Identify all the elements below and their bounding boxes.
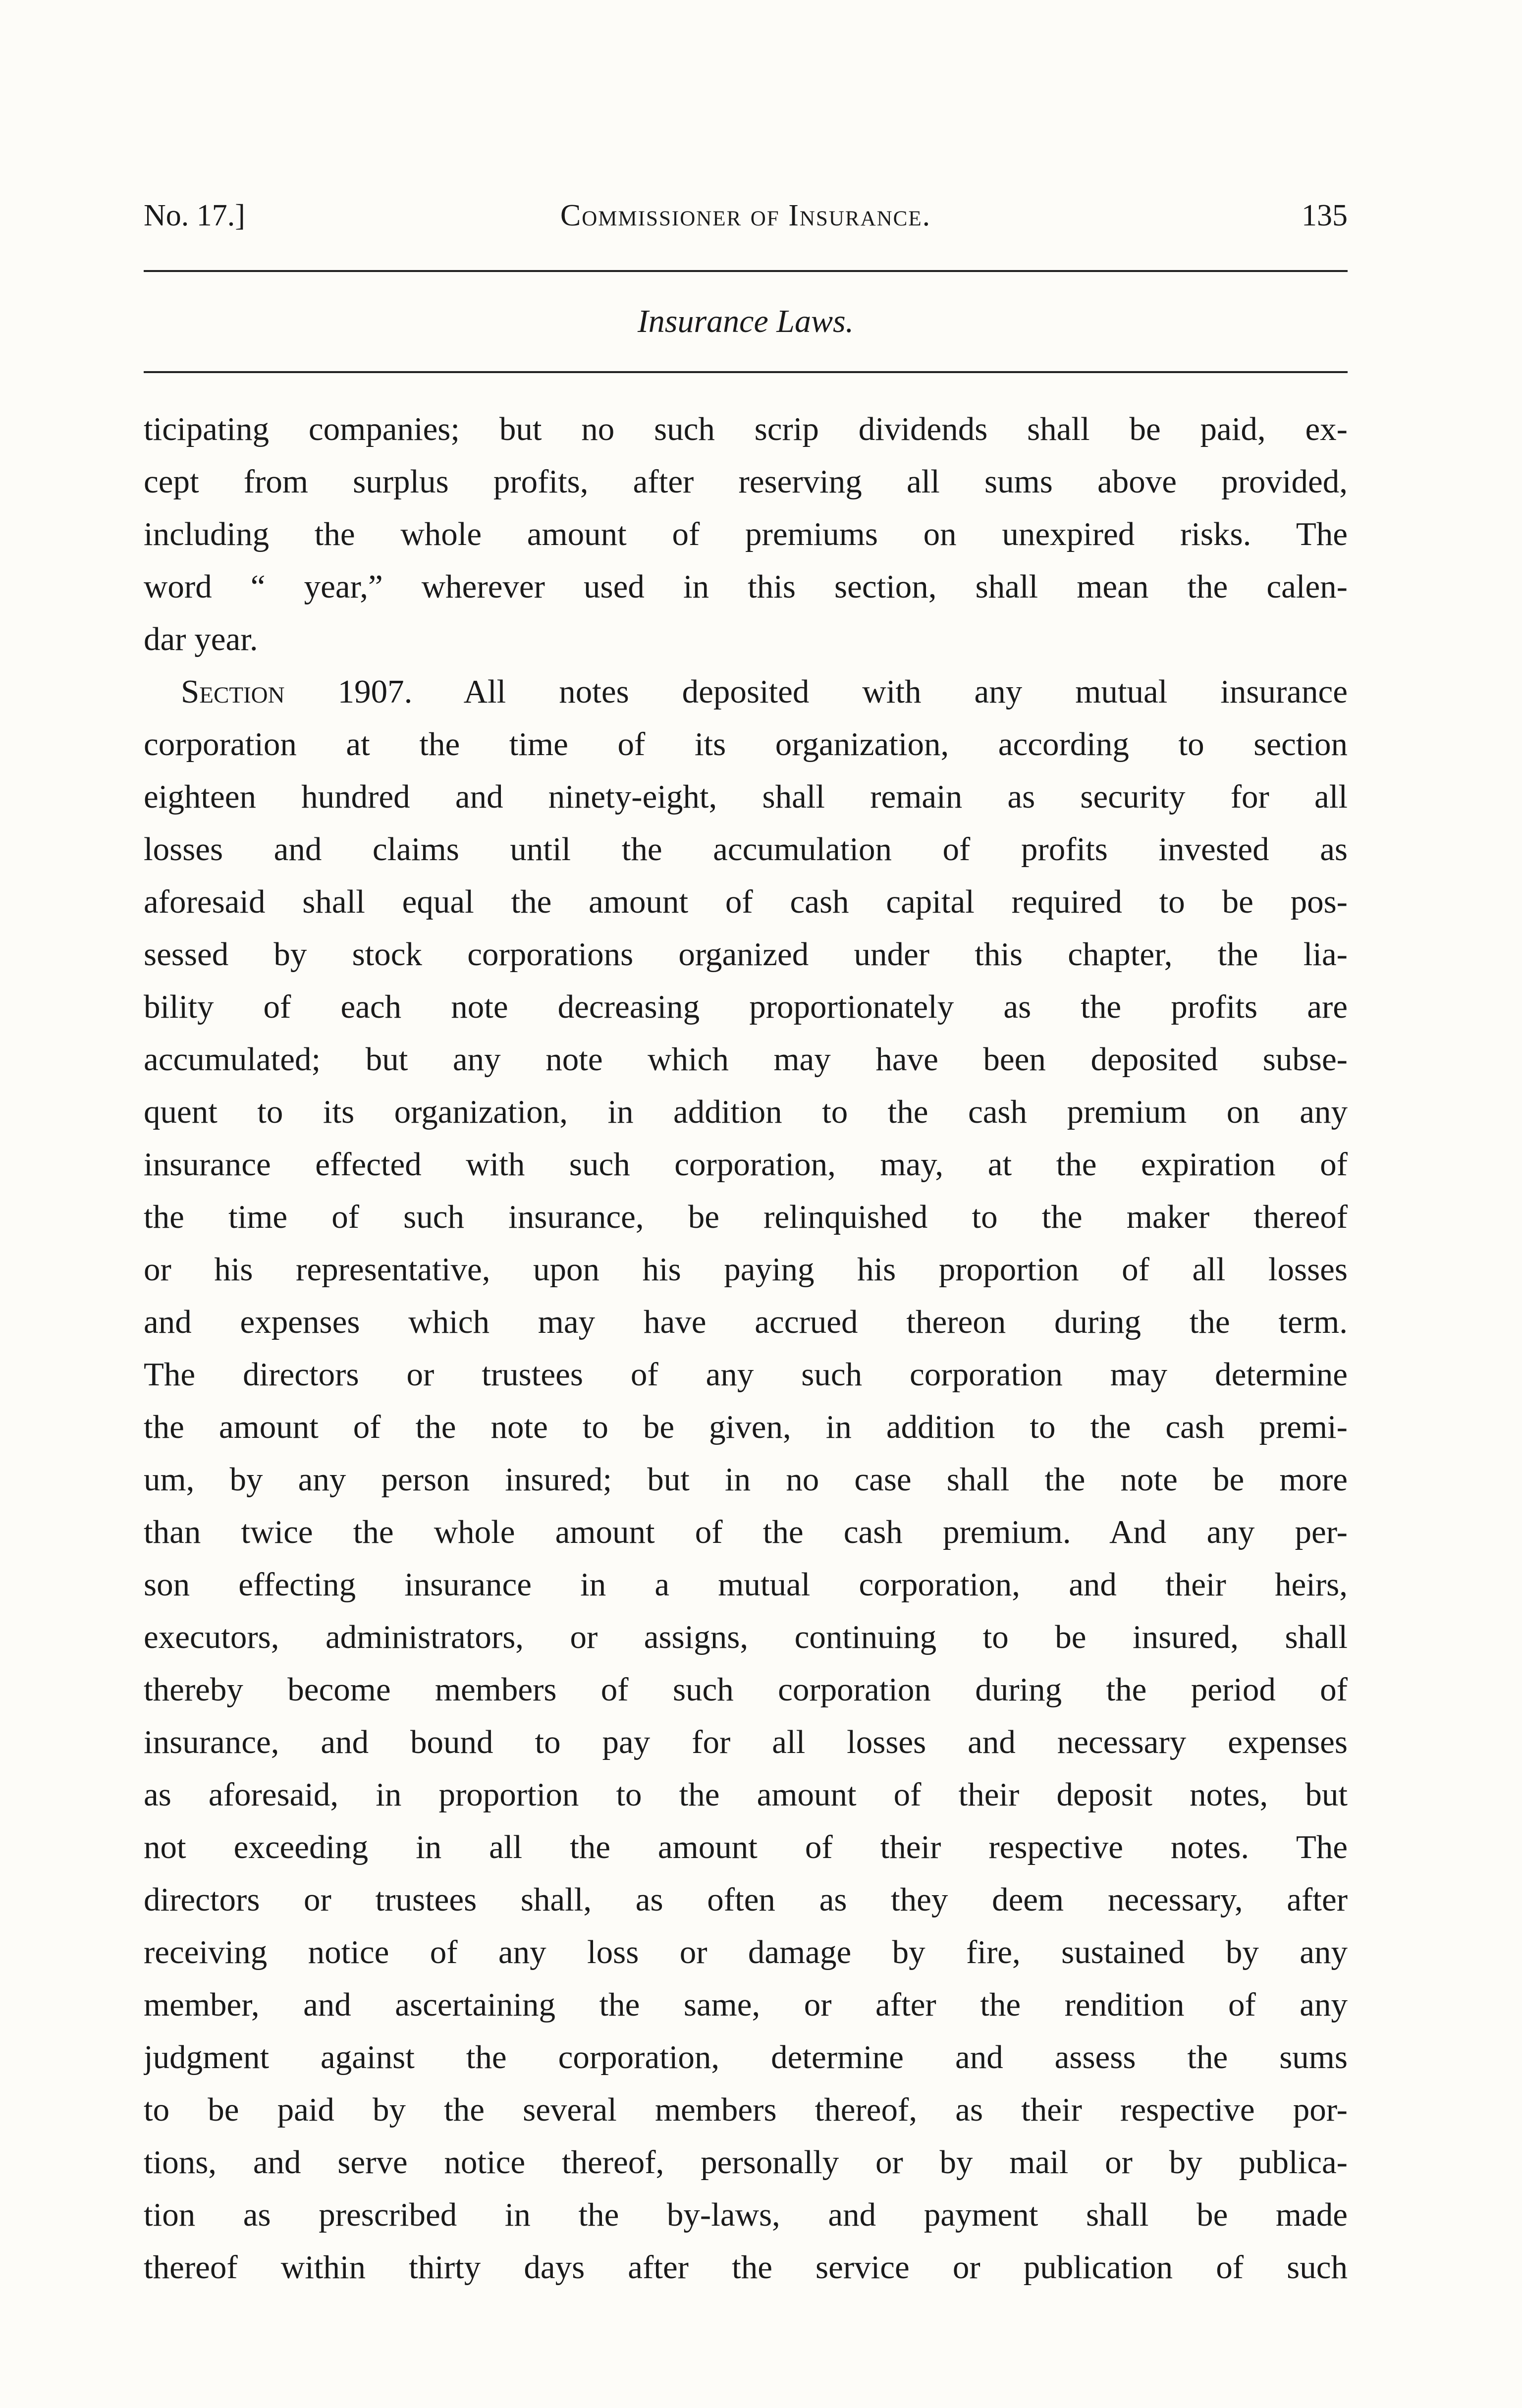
document-page (144, 188, 1348, 2294)
text-line: word “ year,” wherever used in this section, shall mean the calen- (144, 568, 1348, 605)
text-line: tion as prescribed in the by-laws, and payment shall be made (144, 2196, 1348, 2233)
continued-paragraph (144, 403, 1348, 665)
text-line: than twice the whole amount of the cash premium. And any per- (144, 1514, 1348, 1550)
heading-rule (144, 371, 1348, 373)
text-line: member, and ascertaining the same, or after the rendition of any (144, 1986, 1348, 2023)
text-line: um, by any person insured; but in no case shall the note be more (144, 1461, 1348, 1498)
text-line: The directors or trustees of any such corporation may determine (144, 1356, 1348, 1393)
text-line: or his representative, upon his paying his proportion of all losses (144, 1251, 1348, 1288)
running-title: Commissioner of Insurance. (560, 199, 931, 232)
text-line: eighteen hundred and ninety-eight, shall remain as security for all (144, 778, 1348, 815)
text-line: the time of such insurance, be relinquished to the maker thereof (144, 1199, 1348, 1235)
text-line: dar year. (144, 621, 258, 657)
text-line: directors or trustees shall, as often as they deem necessary, after (144, 1881, 1348, 1918)
text-line: ticipating companies; but no such scrip dividends shall be paid, ex- (144, 411, 1348, 447)
text-line: receiving notice of any loss or damage by fire, sustained by any (144, 1934, 1348, 1970)
text-line: thereof within thirty days after the service or publication of such (144, 2249, 1348, 2286)
section-label: Section (181, 673, 285, 710)
text-line: and expenses which may have accrued thereon during the term. (144, 1304, 1348, 1340)
text-line: accumulated; but any note which may have been deposited subse- (144, 1041, 1348, 1078)
text-line: quent to its organization, in addition to the cash premium on any (144, 1094, 1348, 1130)
text-line: aforesaid shall equal the amount of cash capital required to be pos- (144, 883, 1348, 920)
section-1907-paragraph (144, 665, 1348, 2294)
body-text (144, 403, 1348, 2294)
section-first-line-text: 1907. All notes deposited with any mutual insurance (337, 673, 1348, 710)
running-head (144, 188, 1348, 243)
text-line: including the whole amount of premiums on unexpired risks. The (144, 516, 1348, 552)
text-line: sessed by stock corporations organized under this chapter, the lia- (144, 936, 1348, 973)
page-number: 135 (1302, 199, 1348, 232)
text-line: corporation at the time of its organization, according to section (144, 726, 1348, 763)
text-line: as aforesaid, in proportion to the amount of their deposit notes, but (144, 1776, 1348, 1813)
text-line: bility of each note decreasing proportionately as the profits are (144, 988, 1348, 1025)
text-line: executors, administrators, or assigns, continuing to be insured, shall (144, 1619, 1348, 1655)
text-line: the amount of the note to be given, in addition to the cash premi- (144, 1409, 1348, 1445)
text-line: insurance, and bound to pay for all losses and necessary expenses (144, 1724, 1348, 1760)
section-first-line (144, 665, 1348, 718)
text-line: insurance effected with such corporation, may, at the expiration of (144, 1146, 1348, 1183)
text-line: tions, and serve notice thereof, personally or by mail or by publica- (144, 2144, 1348, 2181)
text-line: not exceeding in all the amount of their respective notes. The (144, 1829, 1348, 1865)
text-line: losses and claims until the accumulation of profits invested as (144, 831, 1348, 868)
document-number: No. 17.] (144, 199, 245, 232)
text-line: son effecting insurance in a mutual corporation, and their heirs, (144, 1566, 1348, 1603)
text-line: thereby become members of such corporation during the period of (144, 1671, 1348, 1708)
text-line: cept from surplus profits, after reserving all sums above provided, (144, 463, 1348, 500)
text-line: to be paid by the several members thereof, as their respective por- (144, 2091, 1348, 2128)
section-heading: Insurance Laws. (637, 303, 854, 339)
text-line: judgment against the corporation, determine and assess the sums (144, 2039, 1348, 2076)
